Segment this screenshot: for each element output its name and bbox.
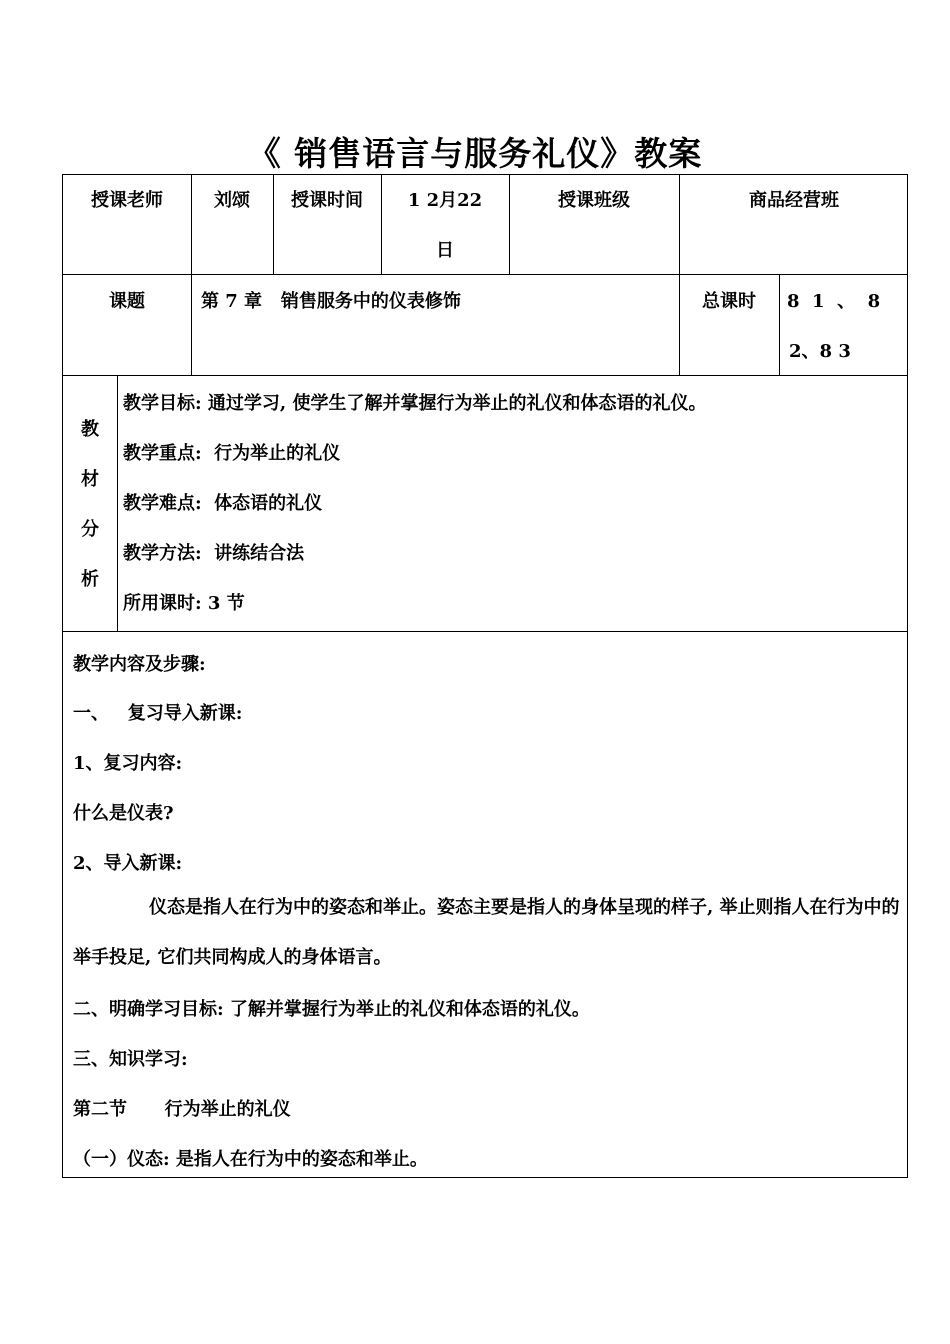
total-hours-line2: 2、8 3 bbox=[789, 341, 851, 362]
content-heading: 教学内容及步骤: bbox=[73, 654, 206, 675]
section-goal: 二、明确学习目标: 了解并掌握行为举止的礼仪和体态语的礼仪。 bbox=[73, 999, 590, 1020]
time-value-line1: 1 2月22 bbox=[407, 190, 483, 211]
total-hours-line1: 8 1 、 8 bbox=[787, 291, 881, 312]
class-label: 授课班级 bbox=[558, 190, 630, 211]
point-demeanor: （一）仪态: 是指人在行为中的姿态和举止。 bbox=[73, 1149, 428, 1170]
analysis-side-char: 分 bbox=[81, 519, 99, 540]
document-title: 《 销售语言与服务礼仪》教案 bbox=[247, 134, 703, 173]
time-label: 授课时间 bbox=[291, 190, 363, 211]
intro-item: 2、导入新课: bbox=[73, 853, 183, 874]
time-value-line2: 日 bbox=[436, 240, 454, 261]
teaching-difficulty: 教学难点: 体态语的礼仪 bbox=[123, 493, 323, 514]
teacher-label: 授课老师 bbox=[91, 190, 163, 211]
review-item: 1、复习内容: bbox=[73, 753, 183, 774]
class-value: 商品经营班 bbox=[749, 190, 839, 211]
teacher-value: 刘颂 bbox=[214, 190, 250, 211]
review-question: 什么是仪表? bbox=[73, 803, 174, 824]
subsection-title: 第二节 行为举止的礼仪 bbox=[73, 1099, 291, 1120]
teaching-key-point: 教学重点: 行为举止的礼仪 bbox=[123, 443, 341, 464]
intro-paragraph: 仪态是指人在行为中的姿态和举止。姿态主要是指人的身体呈现的样子, 举止则指人在行为中的举手投足, 它们共同构成人的身体语言。 bbox=[73, 897, 900, 968]
lesson-plan-table bbox=[62, 174, 908, 1178]
row-divider bbox=[63, 631, 907, 632]
analysis-side-char: 教 bbox=[81, 419, 99, 440]
class-hours-used: 所用课时: 3 节 bbox=[123, 593, 245, 614]
column-divider bbox=[191, 274, 192, 375]
column-divider bbox=[779, 274, 780, 375]
section-review: 一、 复习导入新课: bbox=[73, 703, 243, 724]
row-divider bbox=[63, 375, 907, 376]
section-knowledge: 三、知识学习: bbox=[73, 1049, 188, 1070]
teaching-goal: 教学目标: 通过学习, 使学生了解并掌握行为举止的礼仪和体态语的礼仪。 bbox=[123, 393, 707, 414]
analysis-side-char: 材 bbox=[81, 469, 99, 490]
teaching-method: 教学方法: 讲练结合法 bbox=[123, 543, 305, 564]
total-hours-label: 总课时 bbox=[702, 291, 756, 312]
column-divider bbox=[117, 375, 118, 631]
analysis-side-char: 析 bbox=[81, 569, 99, 590]
topic-label: 课题 bbox=[109, 291, 145, 312]
topic-value: 第 7 章 销售服务中的仪表修饰 bbox=[201, 291, 461, 312]
